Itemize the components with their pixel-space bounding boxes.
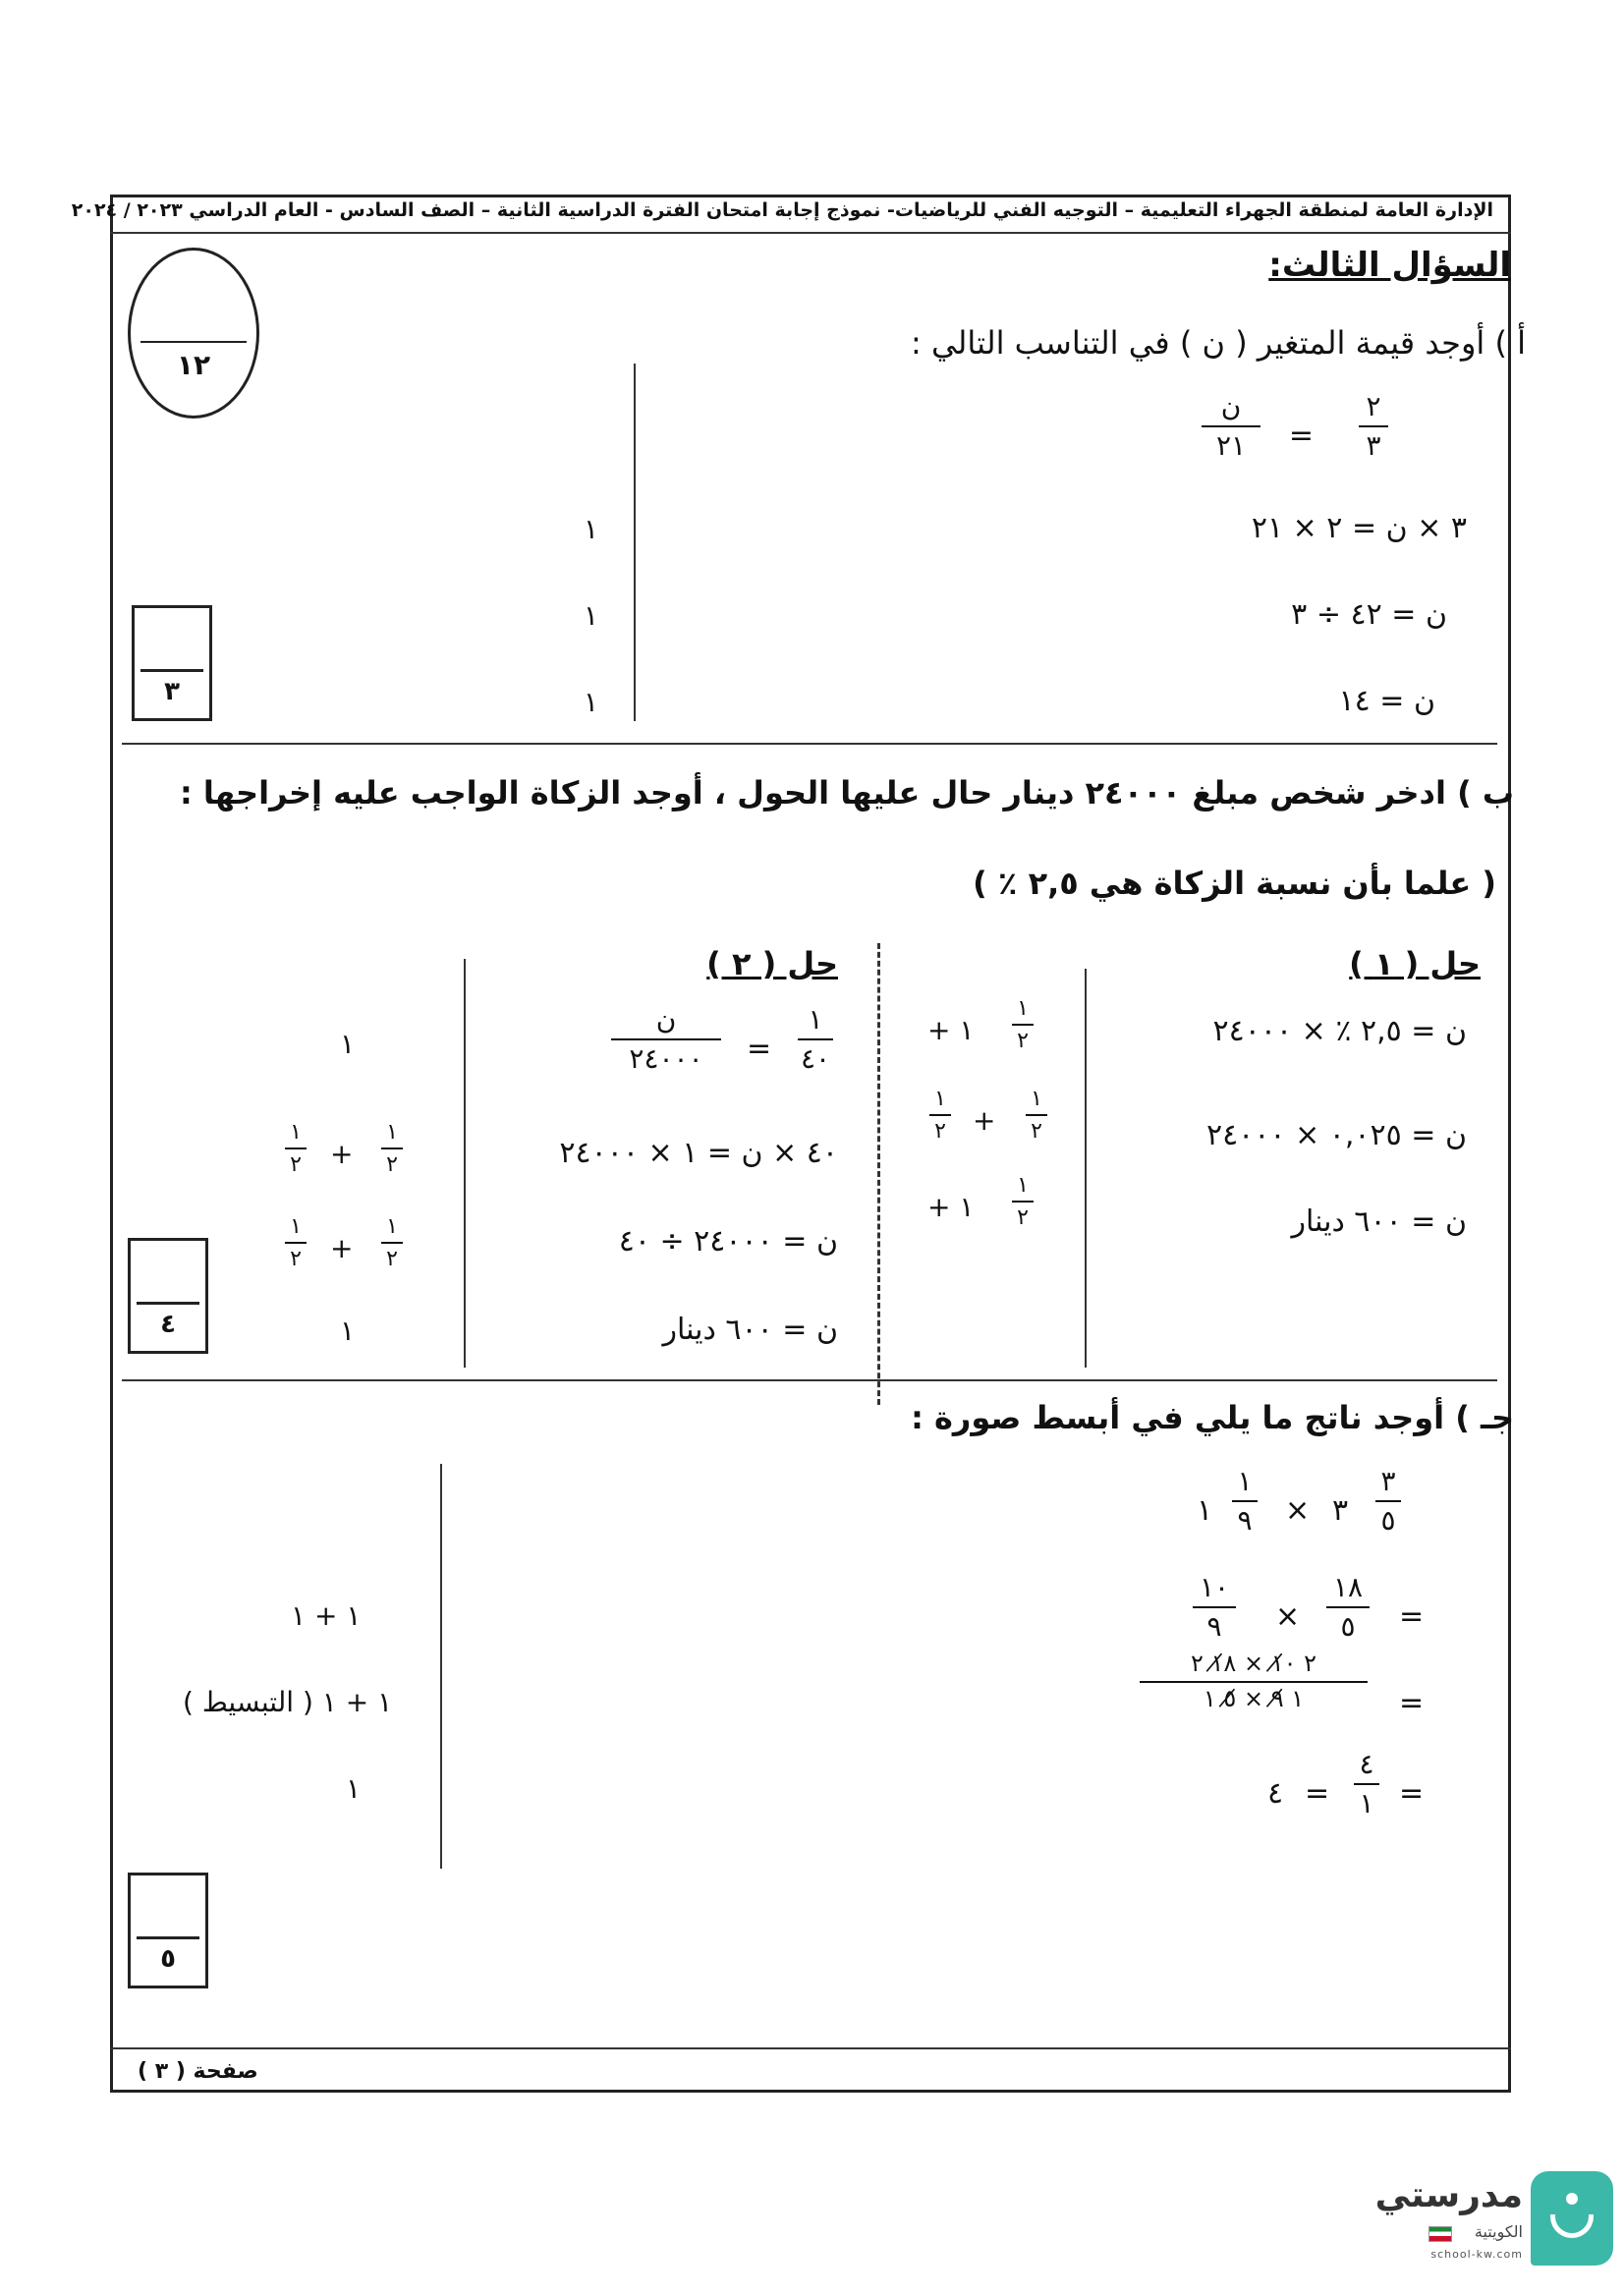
school-logo	[1374, 2161, 1619, 2279]
part-a-score-box: ٣	[132, 605, 212, 721]
part-a-step-1: ٣ × ن = ٢ × ٢١	[1251, 511, 1467, 545]
part-b-solution-2-half-3a: ١ ٢	[285, 1214, 307, 1272]
part-b-solution-2-half-3b: ١ ٢	[381, 1214, 403, 1272]
part-b-solution-2-fraction-right: ن ٢٤٠٠٠	[611, 1004, 721, 1075]
part-a-fraction-right: ن ٢١	[1202, 391, 1260, 462]
part-c-step-1-fraction-1: ١٨ ٥	[1326, 1572, 1370, 1643]
part-a-mark-3: ١	[584, 686, 599, 718]
part-a-prompt: أ ) أوجد قيمة المتغير ( ن ) في التناسب التالي :	[911, 324, 1526, 362]
header-divider	[110, 232, 1511, 234]
part-a-marks-divider	[634, 364, 636, 721]
part-b-solution-1-mark-1: ١ +	[927, 1014, 975, 1046]
part-a-step-3: ن = ١٤	[1338, 684, 1435, 718]
part-b-solution-2-mark-1: ١	[340, 1028, 356, 1060]
part-b-solutions-separator	[877, 943, 880, 1405]
part-b-note: ( علما بأن نسبة الزكاة هي ٢,٥ ٪ )	[973, 865, 1496, 902]
part-c-mark-2: ١ + ١ ( التبسيط )	[183, 1686, 393, 1718]
part-c-step-2-cancellation: ٢ ١̸٠ × ١̸٨ ٢ ١ ٩̸ × ٥̸ ١	[1140, 1651, 1368, 1712]
part-c-step-1-fraction-2: ١٠ ٩	[1193, 1572, 1236, 1643]
part-c-times-2: ×	[1275, 1599, 1301, 1634]
part-a-mark-2: ١	[584, 599, 599, 632]
part-c-equals-2: =	[1399, 1686, 1425, 1720]
part-b-solution-1-step-3: ن = ٦٠٠ دينار	[1291, 1204, 1467, 1239]
smile-logo-icon	[1531, 2171, 1613, 2266]
part-b-solution-1-step-1: ن = ٢,٥ ٪ × ٢٤٠٠٠	[1212, 1014, 1467, 1048]
part-b-solution-1-half-1: ١ ٢	[1012, 996, 1034, 1054]
part-c-marks-divider	[440, 1464, 442, 1869]
exam-header: الإدارة العامة لمنطقة الجهراء التعليمية – التوجيه الفني للرياضيات- نموذج إجابة امتحان الفترة الدراسية الثانية – الصف السادس - العام الدراسي ٢٠٢٣ / ٢٠٢٤	[71, 199, 1493, 221]
part-c-equals-4: =	[1305, 1776, 1330, 1811]
part-c-mark-1: ١ + ١	[291, 1599, 362, 1632]
part-b-solution-1-half-2b: ١ ٢	[1026, 1087, 1047, 1145]
part-b-solution-2-mark-4: ١	[340, 1315, 356, 1347]
part-a-divider	[122, 743, 1497, 745]
part-c-mixed-1-fraction: ٣ ٥	[1375, 1466, 1401, 1537]
part-b-score-box: ٤	[128, 1238, 208, 1354]
page-number: صفحة ( ٣ )	[138, 2059, 258, 2084]
part-c-mark-3: ١	[346, 1772, 362, 1805]
part-b-solution-2-title: حل ( ٢ )	[706, 945, 838, 982]
part-b-solution-1-divider	[1085, 969, 1087, 1368]
part-b-solution-1-title: حل ( ١ )	[1349, 945, 1481, 982]
part-b-solution-2-mark-3: +	[330, 1232, 354, 1264]
logo-subtitle: الكويتية	[1474, 2222, 1523, 2241]
part-a-equals: =	[1288, 419, 1314, 453]
logo-url: school-kw.com	[1430, 2248, 1523, 2261]
part-b-solution-2-step-2: ن = ٢٤٠٠٠ ÷ ٤٠	[618, 1224, 838, 1259]
part-b-prompt: ب ) ادخر شخص مبلغ ٢٤٠٠٠ دينار حال عليها الحول ، أوجد الزكاة الواجب عليه إخراجها :	[179, 774, 1514, 812]
part-b-solution-1-step-2: ن = ٠,٠٢٥ × ٢٤٠٠٠	[1205, 1118, 1467, 1152]
part-c-score-box: ٥	[128, 1873, 208, 1988]
section-title: السؤال الثالث:	[1268, 246, 1511, 285]
part-b-solution-2-fraction-left: ١ ٤٠	[798, 1004, 833, 1075]
part-b-solution-2-step-1: ٤٠ × ن = ١ × ٢٤٠٠٠	[559, 1136, 838, 1170]
part-c-mixed-2-whole: ١	[1197, 1493, 1213, 1528]
part-c-times-1: ×	[1285, 1493, 1311, 1528]
part-c-prompt: جـ ) أوجد ناتج ما يلي في أبسط صورة :	[911, 1399, 1514, 1436]
part-c-result-fraction: ٤ ١	[1354, 1749, 1379, 1819]
part-b-marks-divider	[464, 959, 466, 1368]
total-score: ١٢	[176, 349, 211, 381]
part-b-solution-2-equals: =	[747, 1032, 772, 1066]
part-b-divider	[122, 1379, 1497, 1381]
part-b-solution-1-mark-2: +	[973, 1104, 996, 1137]
part-c-mixed-1-whole: ٣	[1332, 1493, 1349, 1528]
part-a-mark-1: ١	[584, 513, 599, 545]
logo-name: مدرستي	[1374, 2175, 1523, 2215]
part-b-solution-1-mark-3: ١ +	[927, 1191, 975, 1223]
kuwait-flag-icon	[1428, 2226, 1452, 2242]
part-c-equals-1: =	[1399, 1599, 1425, 1634]
part-a-fraction-left: ٢ ٣	[1359, 391, 1388, 462]
footer-divider	[110, 2047, 1511, 2049]
total-score-oval	[128, 248, 259, 419]
part-c-mixed-2-fraction: ١ ٩	[1232, 1466, 1258, 1537]
part-b-solution-1-half-2a: ١ ٢	[929, 1087, 951, 1145]
part-c-result: ٤	[1267, 1776, 1284, 1811]
part-b-solution-2-half-2a: ١ ٢	[285, 1120, 307, 1178]
part-c-equals-3: =	[1399, 1776, 1425, 1811]
part-b-solution-2-mark-2: +	[330, 1138, 354, 1170]
part-a-step-2: ن = ٤٢ ÷ ٣	[1291, 597, 1447, 632]
part-b-solution-2-step-3: ن = ٦٠٠ دينار	[662, 1313, 838, 1347]
part-b-solution-2-half-2b: ١ ٢	[381, 1120, 403, 1178]
part-b-solution-1-half-3: ١ ٢	[1012, 1173, 1034, 1231]
